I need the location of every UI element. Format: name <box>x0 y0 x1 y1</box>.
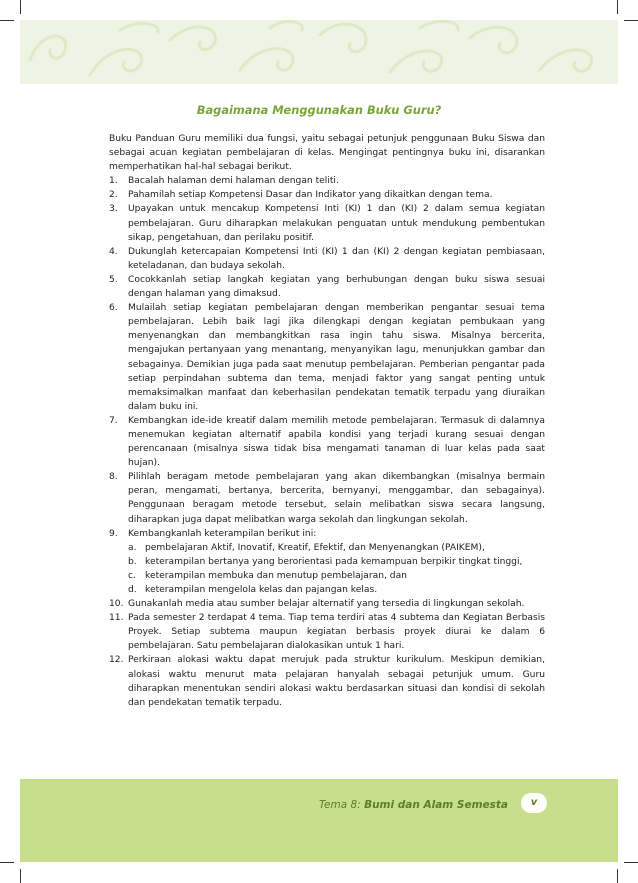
page-number-badge: v <box>521 793 547 813</box>
list-item-number: 4. <box>109 246 118 257</box>
list-item <box>109 245 545 273</box>
guidelines-list <box>109 174 545 710</box>
footer-theme-name: Bumi dan Alam Semesta <box>364 799 508 811</box>
list-item-text: Bacalah halaman demi halaman dengan teliti. <box>128 176 339 187</box>
list-item-number: 12. <box>109 655 124 666</box>
list-item <box>109 527 545 597</box>
sublist-item-letter: a. <box>128 542 137 553</box>
list-item-text: Pilihlah beragam metode pembelajaran yang akan dikembangkan (misalnya bermain peran, mengamati, bertanya, bercerita, bernyanyi, menggambar, dan sebagainya). Penggunaan beragam metode tersebut, selain melibatkan siswa secara langsung, diharapkan juga dapat melibatkan warga sekolah dan lingkungan sekolah. <box>128 472 545 525</box>
sublist-item <box>128 569 545 583</box>
footer-theme-label <box>319 799 508 811</box>
crop-mark-bottom-right-v <box>617 869 618 883</box>
sublist-item-letter: c. <box>128 570 136 581</box>
list-item-text: Dukunglah ketercapaian Kompetensi Inti (KI) 1 dan (KI) 2 dengan kegiatan pembiasaan, keteladanan, dan budaya sekolah. <box>128 246 545 271</box>
list-item-number: 9. <box>109 528 118 539</box>
page-title: Bagaimana Menggunakan Buku Guru? <box>196 103 442 117</box>
list-item-text: Pahamilah setiap Kompetensi Dasar dan Indikator yang dikaitkan dengan tema. <box>128 190 493 201</box>
sublist-item-letter: d. <box>128 585 137 595</box>
sublist-item <box>128 583 545 597</box>
sublist-item-text: keterampilan mengelola kelas dan pajangan kelas. <box>145 585 378 595</box>
list-item-number: 5. <box>109 274 118 285</box>
swirl-pattern-icon <box>20 20 618 84</box>
main-content <box>109 132 545 710</box>
skills-sublist <box>128 541 545 597</box>
crop-mark-top-right-h <box>624 20 638 21</box>
list-item <box>109 653 545 709</box>
list-item-text: Mulailah setiap kegiatan pembelajaran dengan memberikan pengantar sesuai tema pembelajaran. Lebih baik lagi jika dilengkapi dengan kegiatan pembukaan yang menyenangkan dan membangkitkan rasa ingin tahu siswa. Misalnya bercerita, mengajukan pertanyaan yang menantang, menyanyikan lagu, menunjukkan gambar dan sebagainya. Demikian juga pada saat menutup pembelajaran. Pemberian pengantar pada setiap perpindahan subtema dan tema, menjadi faktor yang sangat penting untuk memaksimalkan manfaat dan keberhasilan pendekatan tematik terpadu yang diuraikan dalam buku ini. <box>128 303 545 412</box>
list-item <box>109 414 545 470</box>
crop-mark-bottom-left-v <box>20 869 21 883</box>
list-item <box>109 188 545 202</box>
list-item-number: 3. <box>109 204 118 215</box>
crop-mark-bottom-left-h <box>0 862 14 863</box>
crop-mark-top-right-v <box>617 0 618 14</box>
list-item-number: 11. <box>109 613 124 624</box>
list-item <box>109 597 545 611</box>
list-item-text: Gunakanlah media atau sumber belajar alternatif yang tersedia di lingkungan sekolah. <box>128 599 525 610</box>
sublist-item-text: keterampilan bertanya yang berorientasi pada kemampuan berpikir tingkat tinggi, <box>145 556 523 567</box>
list-item <box>109 273 545 301</box>
list-item-number: 1. <box>109 176 118 187</box>
header-decorative-band <box>20 20 618 84</box>
list-item-text: Cocokkanlah setiap langkah kegiatan yang berhubungan dengan buku siswa sesuai dengan halaman yang dimaksud. <box>128 274 545 300</box>
list-item-number: 6. <box>109 303 118 314</box>
list-item-number: 2. <box>109 190 118 201</box>
intro-paragraph: Buku Panduan Guru memiliki dua fungsi, yaitu sebagai petunjuk penggunaan Buku Siswa dan sebagai acuan kegiatan pembelajaran di kelas. Mengingat pentingnya buku ini, disarankan memperhatikan hal-hal sebagai berikut. <box>109 134 545 173</box>
sublist-item <box>128 555 545 569</box>
list-item <box>109 202 545 244</box>
crop-mark-bottom-right-h <box>624 862 638 863</box>
footer-theme-prefix: Tema 8: <box>318 799 365 811</box>
sublist-item-letter: b. <box>128 556 137 567</box>
sublist-item <box>128 541 545 555</box>
list-item-text: Upayakan untuk mencakup Kompetensi Inti (KI) 1 dan (KI) 2 dalam semua kegiatan pembelajaran. Guru diharapkan melakukan penguatan untuk mendukung pembentukan sikap, pengetahuan, dan perilaku positif. <box>128 204 545 243</box>
crop-mark-top-left-v <box>20 0 21 14</box>
list-item <box>109 611 545 653</box>
list-item-text: Perkiraan alokasi waktu dapat merujuk pada struktur kurikulum. Meskipun demikian, alokasi waktu menurut mata pelajaran hanyalah sebagai petunjuk umum. Guru diharapkan menentukan sendiri alokasi waktu berdasarkan situasi dan kondisi di sekolah dan pendekatan tematik terpadu. <box>128 655 545 708</box>
list-item <box>109 174 545 188</box>
list-item-number: 7. <box>109 415 118 426</box>
list-item-text: Kembangkan ide-ide kreatif dalam memilih metode pembelajaran. Termasuk di dalamnya menemukan kegiatan alternatif apabila kondisi yang terjadi kurang sesuai dengan perencanaan (misalnya siswa tidak bisa mengamati tanaman di luar kelas pada saat hujan). <box>128 415 545 469</box>
crop-mark-top-left-h <box>0 20 14 21</box>
list-item-text: Kembangkanlah keterampilan berikut ini: <box>128 528 317 539</box>
list-item <box>109 301 545 414</box>
footer-band <box>20 779 618 862</box>
list-item-number: 10. <box>109 599 124 610</box>
list-item-number: 8. <box>109 472 118 483</box>
list-item <box>109 470 545 526</box>
list-item-text: Pada semester 2 terdapat 4 tema. Tiap tema terdiri atas 4 subtema dan Kegiatan Berbasis Proyek. Setiap subtema maupun kegiatan berbasis proyek diurai ke dalam 6 pembelajaran. Satu pembelajaran dialokasikan untuk 1 hari. <box>128 613 545 652</box>
sublist-item-text: keterampilan membuka dan menutup pembelajaran, dan <box>145 570 407 581</box>
sublist-item-text: pembelajaran Aktif, Inovatif, Kreatif, Efektif, dan Menyenangkan (PAIKEM), <box>145 542 485 553</box>
